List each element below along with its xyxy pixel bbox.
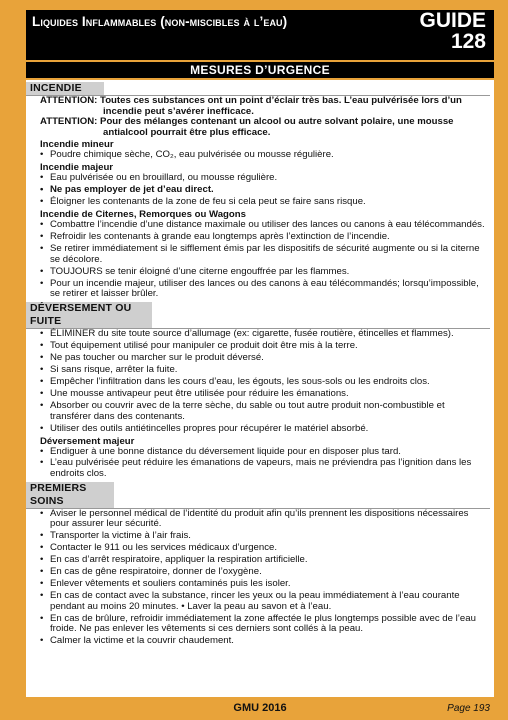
list-item: • En cas de contact avec la substance, rincer les yeux ou la peau immédiatement à l’eau courante pendant au moins 20 minutes. • Laver la peau au savon et à l’eau.	[26, 591, 494, 612]
list-item: • Refroidir les contenants à grande eau longtemps après l’extinction de l’incendie.	[26, 232, 494, 243]
list-item: • En cas d’arrêt respiratoire, appliquer la respiration artificielle.	[26, 555, 494, 566]
guide-header	[26, 10, 494, 60]
section-heading-first-aid: PREMIERS SOINS	[26, 482, 114, 508]
guide-content	[26, 80, 494, 697]
list-item: • ÉLIMINER du site toute source d’allumage (ex: cigarette, fusée routière, étincelles et flammes).	[26, 329, 494, 340]
emergency-measures-banner: MESURES D’URGENCE	[26, 62, 494, 78]
list-item: • Endiguer à une bonne distance du déversement liquide pour en disposer plus tard.	[26, 447, 494, 458]
guide-title: Liquides Inflammables (non-miscibles à l’eau)	[32, 14, 288, 29]
attention-label: ATTENTION:	[40, 116, 98, 128]
section-heading-fire: INCENDIE	[26, 82, 104, 95]
attention-note	[26, 96, 494, 117]
guide-number-block	[419, 10, 486, 52]
list-item: • Se retirer immédiatement si le sifflement émis par les dispositifs de sécurité augmente ou si la citerne se décolore.	[26, 244, 494, 265]
section-heading-spill: DÉVERSEMENT OU FUITE	[26, 302, 152, 328]
list-item: • Empêcher l’infiltration dans les cours d’eau, les égouts, les sous-sols ou les endroits clos.	[26, 377, 494, 388]
publication-label: GMU 2016	[233, 702, 287, 714]
attention-label: ATTENTION:	[40, 95, 98, 106]
list-item: • Absorber ou couvrir avec de la terre sèche, du sable ou tout autre produit non-combustible et transférer dans des contenants.	[26, 401, 494, 422]
minor-fire-list	[26, 150, 494, 161]
first-aid-list	[26, 509, 494, 647]
guide-number: 128	[450, 30, 486, 53]
list-item: • En cas de brûlure, refroidir immédiatement la zone affectée le plus longtemps possible avec de l’eau froide. Ne pas enlever les vêtements si ces derniers sont collés à la peau.	[26, 614, 494, 635]
list-item: • L’eau pulvérisée peut réduire les émanations de vapeurs, mais ne préviendra pas l’ignition dans les endroits clos.	[26, 458, 494, 479]
list-item: • Éloigner les contenants de la zone de feu si cela peut se faire sans risque.	[26, 197, 494, 208]
list-item: • En cas de gêne respiratoire, donner de l’oxygène.	[26, 567, 494, 578]
list-item: • Une mousse antivapeur peut être utilisée pour réduire les émanations.	[26, 389, 494, 400]
list-item: • Ne pas toucher ou marcher sur le produit déversé.	[26, 353, 494, 364]
list-item: • TOUJOURS se tenir éloigné d’une citerne engouffrée par les flammes.	[26, 267, 494, 278]
spill-list	[26, 329, 494, 434]
list-item: • Poudre chimique sèche, CO₂, eau pulvérisée ou mousse régulière.	[26, 150, 494, 161]
list-item: • Calmer la victime et la couvrir chaudement.	[26, 636, 494, 647]
subheading-major-spill: Déversement majeur	[40, 435, 135, 447]
list-item: • Utiliser des outils antiétincelles propres pour récupérer le matériel absorbé.	[26, 424, 494, 435]
attention-text-continued: incendie peut s’avérer inefficace.	[103, 105, 254, 117]
attention-note	[26, 117, 494, 138]
list-item: • Ne pas employer de jet d’eau direct.	[26, 185, 494, 196]
list-item: • Transporter la victime à l’air frais.	[26, 531, 494, 542]
subheading-minor-fire: Incendie mineur	[40, 139, 114, 151]
tank-fire-list	[26, 220, 494, 300]
list-item: • Contacter le 911 ou les services médicaux d’urgence.	[26, 543, 494, 554]
list-item: • Aviser le personnel médical de l’identité du produit afin qu’ils prennent les dispositions nécessaires pour assurer leur sécurité.	[26, 509, 494, 530]
list-item: • Pour un incendie majeur, utiliser des lances ou des canons à eau télécommandés; lorsqu’impossible, se retirer et laisser brûler.	[26, 279, 494, 300]
list-item: • Eau pulvérisée ou en brouillard, ou mousse régulière.	[26, 173, 494, 184]
attention-text: Pour des mélanges contenant un alcool ou autre solvant polaire, une mousse	[100, 116, 454, 128]
subheading-major-fire: Incendie majeur	[40, 162, 114, 174]
page-footer	[26, 700, 494, 718]
list-item: • Enlever vêtements et souliers contaminés puis les isoler.	[26, 579, 494, 590]
major-fire-list	[26, 173, 494, 208]
subheading-tank-fire: Incendie de Citernes, Remorques ou Wagons	[40, 209, 246, 221]
list-item: • Tout équipement utilisé pour manipuler ce produit doit être mis à la terre.	[26, 341, 494, 352]
guide-label: GUIDE	[419, 9, 486, 32]
list-item: • Combattre l’incendie d’une distance maximale ou utiliser des lances ou canons à eau télécommandés.	[26, 220, 494, 231]
list-item: • Si sans risque, arrêter la fuite.	[26, 365, 494, 376]
page-number: Page 193	[447, 703, 490, 714]
attention-text: Toutes ces substances ont un point d’éclair très bas. L’eau pulvérisée lors d’un	[100, 95, 462, 106]
attention-text-continued: antialcool pourrait être plus efficace.	[103, 126, 271, 138]
major-spill-list	[26, 447, 494, 480]
